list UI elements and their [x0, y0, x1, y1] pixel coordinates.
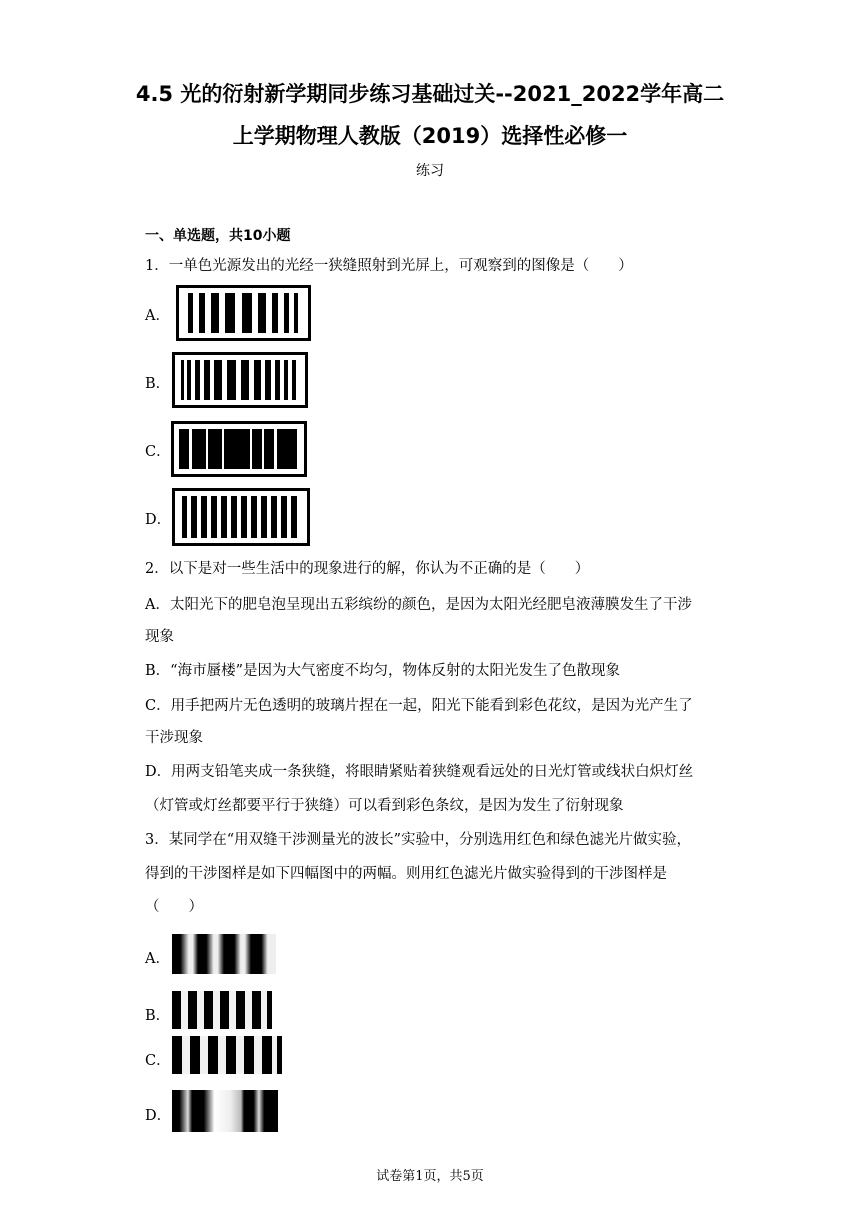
q1-option-b-label: B．: [145, 376, 171, 392]
q2-line: C．用手把两片无色透明的玻璃片捏在一起，阳光下能看到彩色花纹，是因为光产生了: [145, 698, 693, 714]
q3-option-c-figure: [172, 1036, 282, 1074]
q2-line: （灯管或灯丝都要平行于狭缝）可以看到彩色条纹，是因为发生了衍射现象: [145, 798, 624, 814]
q2-line: 现象: [145, 629, 174, 645]
q2-line: A．太阳光下的肥皂泡呈现出五彩缤纷的颜色，是因为太阳光经肥皂液薄膜发生了干涉: [145, 597, 692, 613]
q3-option-c-label: C．: [145, 1053, 171, 1069]
q1-option-a-figure: [176, 285, 311, 341]
q1-option-b-figure: [172, 352, 308, 408]
q1-option-c-figure: [171, 421, 307, 477]
q3-line: 3．某同学在“用双缝干涉测量光的波长”实验中，分别选用红色和绿色滤光片做实验，: [145, 832, 692, 848]
doc-title-line1: 4.5 光的衍射新学期同步练习基础过关--2021_2022学年高二: [135, 82, 725, 106]
page-footer: 试卷第1页，共5页: [376, 1169, 484, 1184]
q3-option-d-label: D．: [145, 1108, 172, 1124]
q1-option-a-label: A．: [145, 308, 170, 324]
q3-option-d-figure: [172, 1090, 278, 1132]
q2-stem: 2．以下是对一些生活中的现象进行的解，你认为不正确的是（ ）: [145, 561, 590, 577]
q1-stem: 1．一单色光源发出的光经一狭缝照射到光屏上，可观察到的图像是（ ）: [145, 258, 633, 274]
q3-line: 得到的干涉图样是如下四幅图中的两幅。则用红色滤光片做实验得到的干涉图样是: [145, 866, 667, 882]
q2-line: 干涉现象: [145, 730, 203, 746]
q1-option-d-label: D．: [145, 512, 172, 528]
q3-option-a-figure: [172, 934, 276, 974]
doc-title-line2: 上学期物理人教版（2019）选择性必修一: [232, 124, 628, 148]
q2-line: D．用两支铅笔夹成一条狭缝，将眼睛紧贴着狭缝观看远处的日光灯管或线状白炽灯丝: [145, 764, 694, 780]
q2-line: B．“海市蜃楼”是因为大气密度不均匀，物体反射的太阳光发生了色散现象: [145, 663, 620, 679]
q3-option-b-label: B．: [145, 1008, 171, 1024]
q1-option-d-figure: [172, 488, 310, 546]
doc-subtitle: 练习: [416, 163, 444, 179]
q3-option-b-figure: [172, 991, 272, 1029]
q1-option-c-label: C．: [145, 444, 171, 460]
q3-line: （ ）: [145, 899, 203, 915]
section-heading: 一、单选题，共10小题: [145, 228, 291, 244]
q3-option-a-label: A．: [145, 951, 170, 967]
